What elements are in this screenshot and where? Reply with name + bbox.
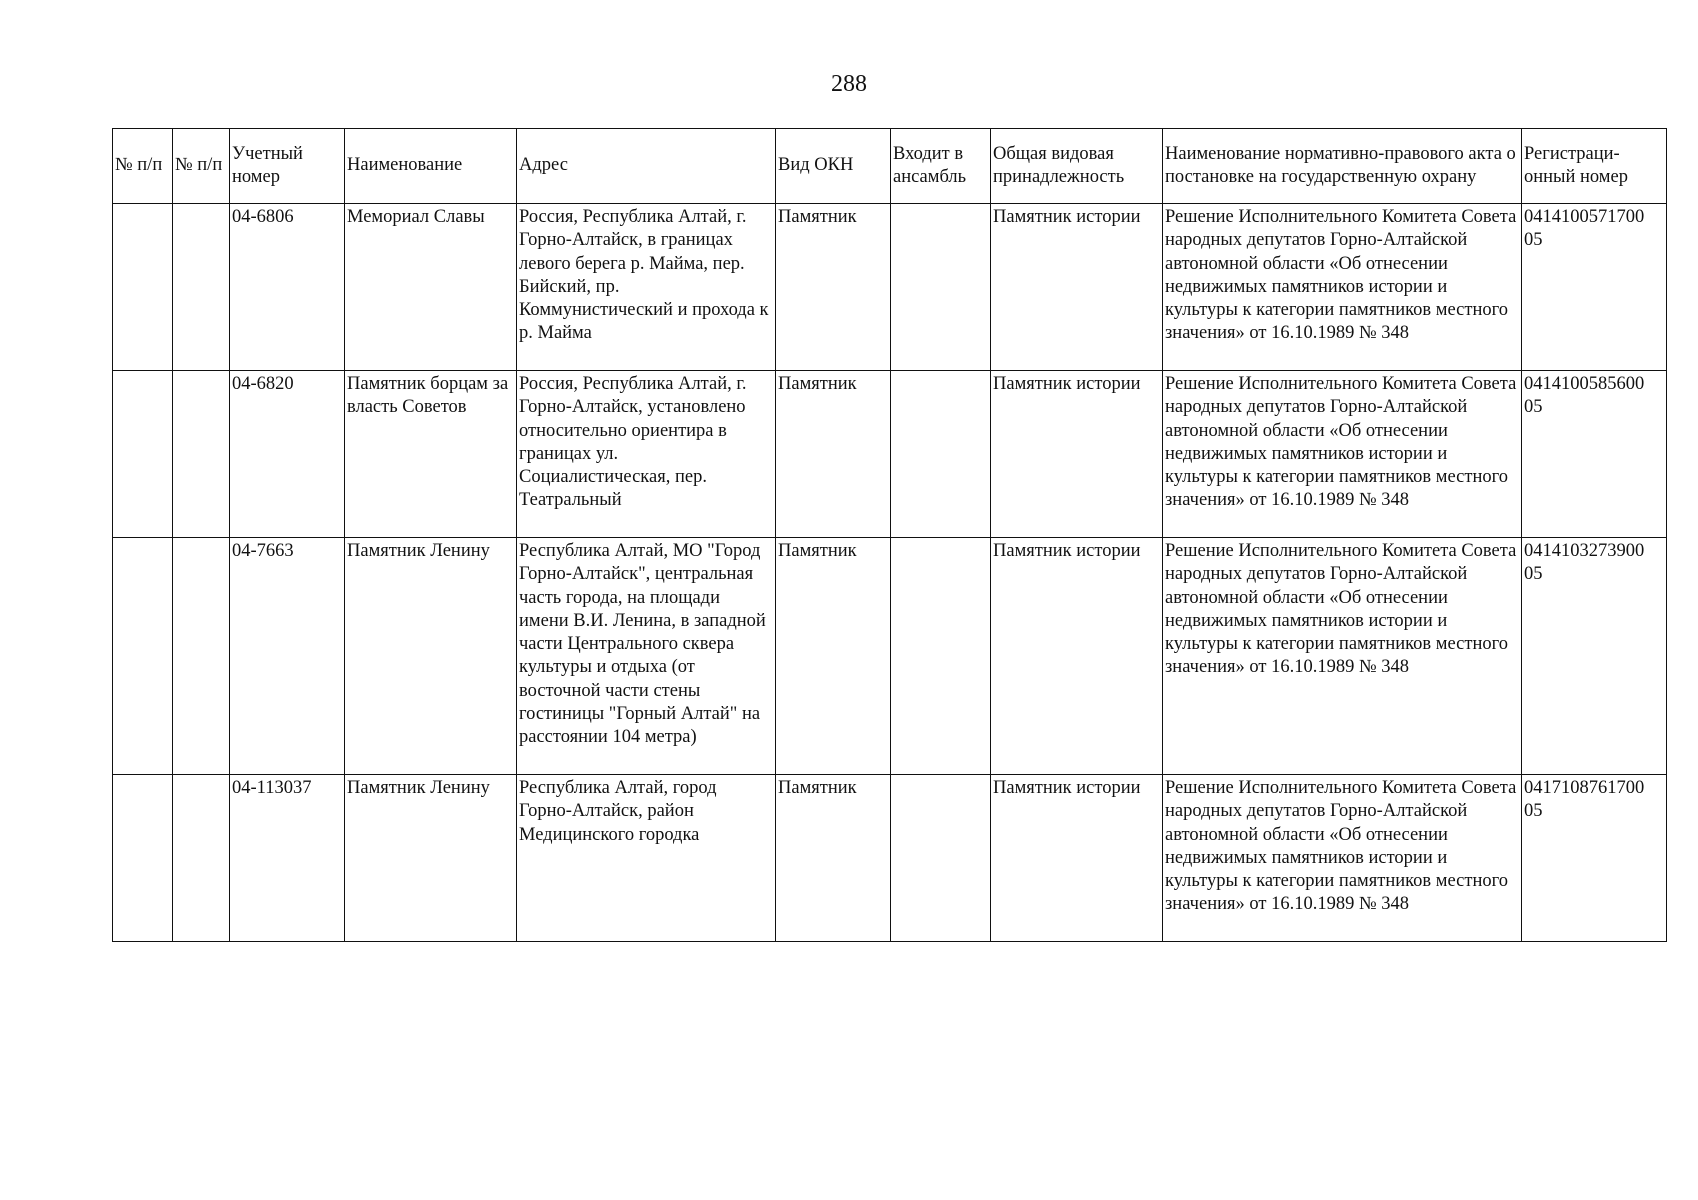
cell-num-2	[173, 371, 230, 538]
header-category: Общая видовая принадлежность	[991, 129, 1163, 204]
cell-name: Мемориал Славы	[345, 204, 517, 371]
cell-category: Памятник истории	[991, 538, 1163, 775]
header-ensemble: Входит в ансамбль	[891, 129, 991, 204]
cell-ensemble	[891, 371, 991, 538]
table-row	[113, 371, 1667, 538]
cell-okn-type: Памятник	[776, 371, 891, 538]
cell-account-number: 04-6820	[230, 371, 345, 538]
cell-category: Памятник истории	[991, 371, 1163, 538]
cell-address: Россия, Республика Алтай, г. Горно-Алтайск, в границах левого берега р. Майма, пер. Бийский, пр. Коммунистический и прохода к р. Майма	[517, 204, 776, 371]
cell-legal-act: Решение Исполнительного Комитета Совета народных депутатов Горно-Алтайской автономной области «Об отнесении недвижимых памятников истории и культуры к категории памятников местного значения» от 16.10.1989 № 348	[1163, 204, 1522, 371]
table-body	[113, 204, 1667, 942]
cell-legal-act: Решение Исполнительного Комитета Совета народных депутатов Горно-Алтайской автономной области «Об отнесении недвижимых памятников истории и культуры к категории памятников местного значения» от 16.10.1989 № 348	[1163, 775, 1522, 942]
cell-ensemble	[891, 204, 991, 371]
cell-num-2	[173, 204, 230, 371]
cell-category: Памятник истории	[991, 775, 1163, 942]
cell-account-number: 04-113037	[230, 775, 345, 942]
header-address: Адрес	[517, 129, 776, 204]
table-row	[113, 204, 1667, 371]
header-row	[113, 129, 1667, 204]
heritage-registry-table	[112, 128, 1667, 942]
table-row	[113, 775, 1667, 942]
header-legal-act: Наименование нормативно-правового акта о постановке на государственную охрану	[1163, 129, 1522, 204]
cell-name: Памятник борцам за власть Советов	[345, 371, 517, 538]
header-num-2: № п/п	[173, 129, 230, 204]
header-reg-number: Регистраци-онный номер	[1522, 129, 1667, 204]
cell-legal-act: Решение Исполнительного Комитета Совета народных депутатов Горно-Алтайской автономной области «Об отнесении недвижимых памятников истории и культуры к категории памятников местного значения» от 16.10.1989 № 348	[1163, 538, 1522, 775]
cell-num-2	[173, 538, 230, 775]
cell-num-1	[113, 775, 173, 942]
cell-okn-type: Памятник	[776, 775, 891, 942]
cell-address: Россия, Республика Алтай, г. Горно-Алтайск, установлено относительно ориентира в границах ул. Социалистическая, пер. Театральный	[517, 371, 776, 538]
cell-category: Памятник истории	[991, 204, 1163, 371]
cell-reg-number: 0417108761700 05	[1522, 775, 1667, 942]
table-row	[113, 538, 1667, 775]
table-header	[113, 129, 1667, 204]
cell-okn-type: Памятник	[776, 538, 891, 775]
cell-legal-act: Решение Исполнительного Комитета Совета народных депутатов Горно-Алтайской автономной области «Об отнесении недвижимых памятников истории и культуры к категории памятников местного значения» от 16.10.1989 № 348	[1163, 371, 1522, 538]
header-okn-type: Вид ОКН	[776, 129, 891, 204]
cell-okn-type: Памятник	[776, 204, 891, 371]
cell-account-number: 04-7663	[230, 538, 345, 775]
cell-num-1	[113, 538, 173, 775]
cell-num-1	[113, 371, 173, 538]
header-name: Наименование	[345, 129, 517, 204]
header-account-number: Учетный номер	[230, 129, 345, 204]
cell-ensemble	[891, 538, 991, 775]
cell-address: Республика Алтай, МО "Город Горно-Алтайск", центральная часть города, на площади имени В.И. Ленина, в западной части Центрального сквера культуры и отдыха (от восточной части стены гостиницы "Горный Алтай" на расстоянии 104 метра)	[517, 538, 776, 775]
cell-num-2	[173, 775, 230, 942]
cell-ensemble	[891, 775, 991, 942]
cell-account-number: 04-6806	[230, 204, 345, 371]
cell-address: Республика Алтай, город Горно-Алтайск, район Медицинского городка	[517, 775, 776, 942]
cell-name: Памятник Ленину	[345, 775, 517, 942]
cell-name: Памятник Ленину	[345, 538, 517, 775]
cell-num-1	[113, 204, 173, 371]
header-num-1: № п/п	[113, 129, 173, 204]
cell-reg-number: 0414103273900 05	[1522, 538, 1667, 775]
cell-reg-number: 0414100571700 05	[1522, 204, 1667, 371]
cell-reg-number: 0414100585600 05	[1522, 371, 1667, 538]
page-number: 288	[831, 71, 867, 97]
